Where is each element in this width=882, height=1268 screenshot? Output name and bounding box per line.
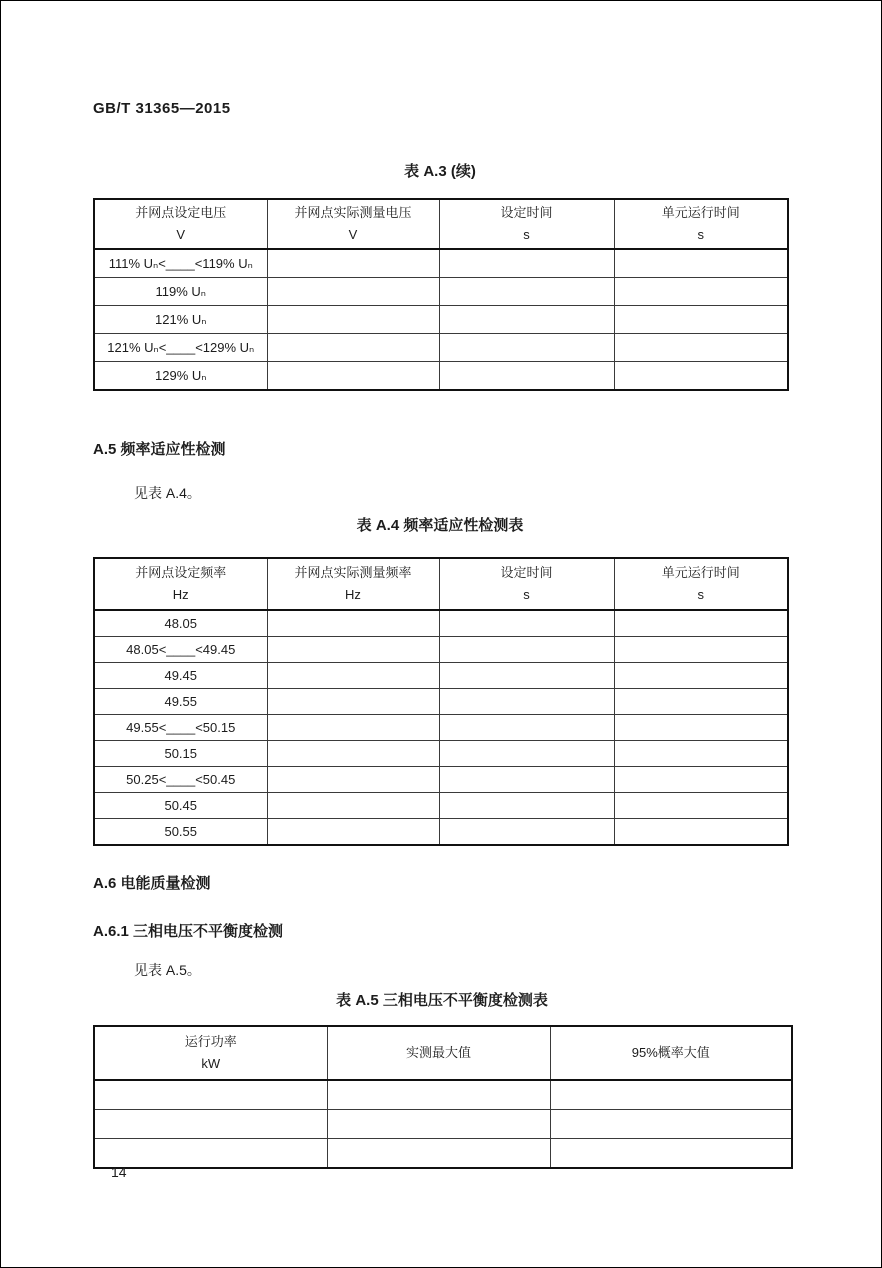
empty-cell [614,306,788,334]
empty-cell [267,278,439,306]
empty-cell [439,306,614,334]
empty-cell [614,637,788,663]
table-a5-col-header [327,1026,550,1080]
empty-cell [267,637,439,663]
table-row [94,819,788,846]
table-row [94,637,788,663]
empty-cell [550,1139,792,1169]
empty-cell [327,1110,550,1139]
table-a5 [93,1025,793,1169]
column-title: 95%概率大值 [631,1044,710,1060]
empty-cell [439,819,614,846]
table-a4-col-header [439,558,614,610]
empty-cell [267,334,439,362]
table-row [94,663,788,689]
empty-cell [614,793,788,819]
column-unit: V [348,227,358,242]
column-unit: s [697,227,704,242]
empty-cell [439,278,614,306]
column-title: 并网点设定频率 [135,564,227,580]
setpoint-cell: 50.45 [94,793,267,819]
table-row [94,1080,792,1110]
empty-cell [327,1080,550,1110]
empty-cell [439,610,614,637]
table-row [94,1110,792,1139]
setpoint-cell: 50.25<____<50.45 [94,767,267,793]
table-row [94,362,788,391]
table-a3-caption: 表 A.3 (续) [404,163,476,180]
page-number: 14 [111,1164,127,1180]
table-row [94,741,788,767]
table-row [94,610,788,637]
empty-cell [614,362,788,391]
empty-cell [267,610,439,637]
empty-cell [439,334,614,362]
table-a4-header-row [94,558,788,610]
empty-cell [267,819,439,846]
table-a3-col-header [439,199,614,249]
setpoint-cell: 49.55 [94,689,267,715]
column-unit: Hz [172,587,189,602]
setpoint-cell: 50.15 [94,741,267,767]
empty-cell [267,306,439,334]
table-row [94,793,788,819]
table-row [94,306,788,334]
empty-cell [614,663,788,689]
empty-cell [439,637,614,663]
empty-cell [439,689,614,715]
table-a3-col-header [614,199,788,249]
empty-cell [550,1110,792,1139]
empty-cell [327,1139,550,1169]
section-a61-heading: A.6.1 三相电压不平衡度检测 [93,923,284,940]
section-a61-reference: 见表 A.5。 [134,962,201,978]
empty-cell [614,249,788,278]
empty-cell [267,767,439,793]
empty-cell [614,278,788,306]
column-unit: V [176,227,186,242]
table-a3-header-row [94,199,788,249]
setpoint-cell: 119% Uₙ [94,278,267,306]
table-row [94,767,788,793]
standard-code: GB/T 31365—2015 [93,100,231,117]
section-a6-heading: A.6 电能质量检测 [93,875,211,892]
column-title: 并网点设定电压 [135,204,227,220]
section-a5-heading: A.5 频率适应性检测 [93,441,226,458]
table-a4-col-header [267,558,439,610]
empty-cell [267,249,439,278]
empty-cell [614,741,788,767]
column-title: 单元运行时间 [661,564,740,580]
setpoint-cell: 49.55<____<50.15 [94,715,267,741]
setpoint-cell: 121% Uₙ<____<129% Uₙ [94,334,267,362]
table-a3-col-header [94,199,267,249]
table-a5-header-row [94,1026,792,1080]
empty-cell [614,767,788,793]
empty-cell [614,610,788,637]
table-a3-col-header [267,199,439,249]
setpoint-cell: 48.05<____<49.45 [94,637,267,663]
setpoint-cell: 50.55 [94,819,267,846]
table-row [94,689,788,715]
column-unit: kW [201,1056,221,1071]
setpoint-cell: 49.45 [94,663,267,689]
empty-cell [94,1139,327,1169]
empty-cell [439,741,614,767]
column-unit: s [523,227,530,242]
table-row [94,278,788,306]
table-row [94,334,788,362]
table-a4-caption: 表 A.4 频率适应性检测表 [356,517,524,534]
column-unit: s [697,587,704,602]
column-unit: Hz [345,587,361,602]
empty-cell [94,1110,327,1139]
column-title: 运行功率 [184,1033,237,1049]
column-title: 设定时间 [500,564,553,580]
table-a4-col-header [94,558,267,610]
empty-cell [439,767,614,793]
empty-cell [614,334,788,362]
empty-cell [267,663,439,689]
table-a4-col-header [614,558,788,610]
empty-cell [550,1080,792,1110]
column-unit: s [523,587,530,602]
empty-cell [267,362,439,391]
column-title: 并网点实际测量电压 [294,204,412,220]
empty-cell [439,663,614,689]
table-a5-col-header [94,1026,327,1080]
empty-cell [439,793,614,819]
setpoint-cell: 48.05 [94,610,267,637]
setpoint-cell: 121% Uₙ [94,306,267,334]
setpoint-cell: 129% Uₙ [94,362,267,391]
empty-cell [439,715,614,741]
empty-cell [94,1080,327,1110]
empty-cell [614,819,788,846]
empty-cell [267,689,439,715]
column-title: 单元运行时间 [661,204,740,220]
empty-cell [439,362,614,391]
table-row [94,1139,792,1169]
table-a5-col-header [550,1026,792,1080]
table-a5-caption: 表 A.5 三相电压不平衡度检测表 [336,992,548,1009]
table-row [94,249,788,278]
section-a5-reference: 见表 A.4。 [134,485,201,501]
empty-cell [614,715,788,741]
column-title: 实测最大值 [405,1044,471,1060]
empty-cell [267,793,439,819]
setpoint-cell: 111% Uₙ<____<119% Uₙ [94,249,267,278]
empty-cell [267,741,439,767]
column-title: 并网点实际测量频率 [294,564,412,580]
column-title: 设定时间 [500,204,553,220]
empty-cell [267,715,439,741]
table-a4 [93,557,789,846]
table-row [94,715,788,741]
table-a3 [93,198,789,391]
empty-cell [439,249,614,278]
empty-cell [614,689,788,715]
